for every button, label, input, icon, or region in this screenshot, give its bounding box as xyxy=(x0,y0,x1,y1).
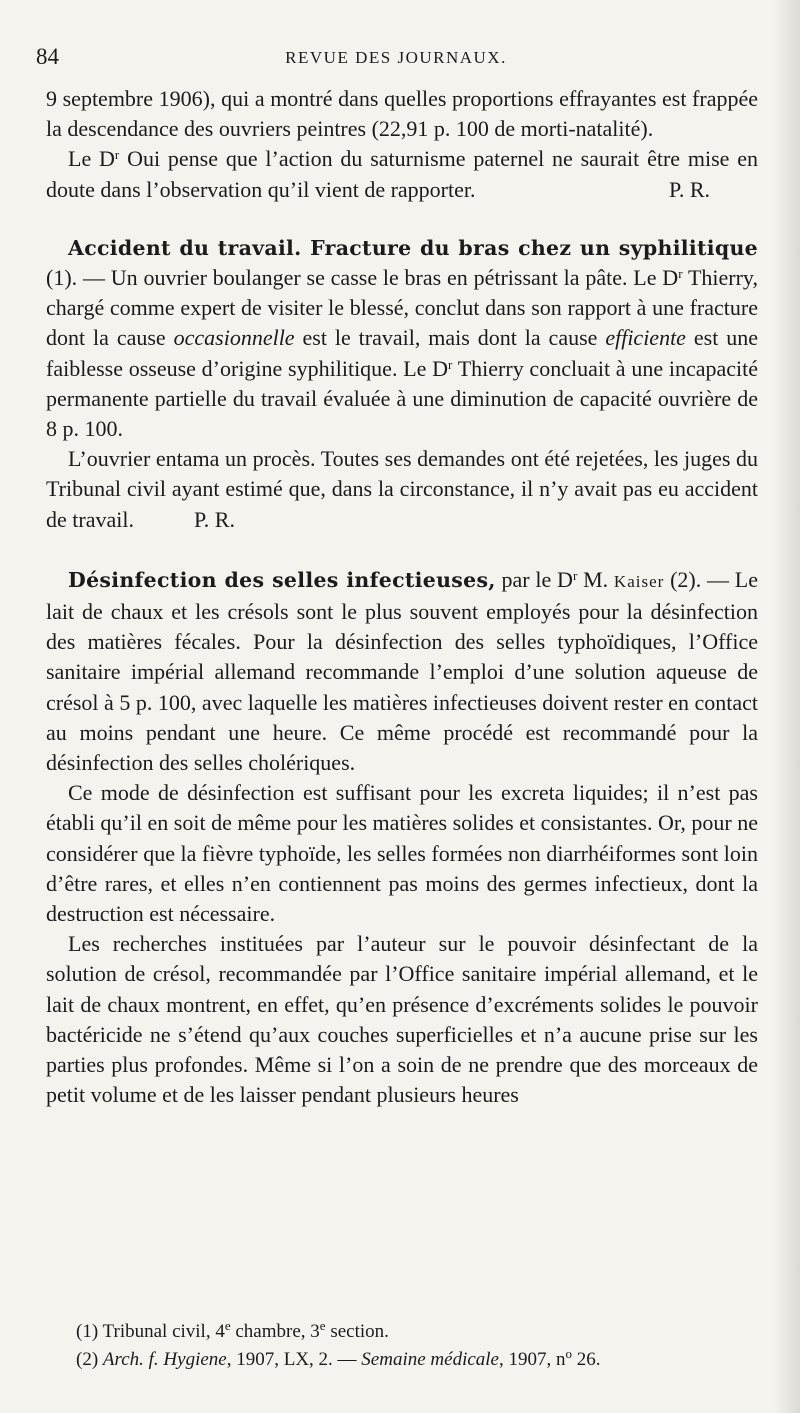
page-body xyxy=(46,84,758,1111)
footnote-1: (1) Tribunal civil, 4e chambre, 3e section. xyxy=(76,1318,389,1342)
article-title: Accident du travail. Fracture du bras chez un syphilitique xyxy=(68,235,758,260)
page-header xyxy=(36,44,756,78)
page-edge-shadow xyxy=(774,0,800,1413)
author-name: Kaiser xyxy=(613,571,665,591)
prev-article-paragraph: Le $D^r$ Oui pense que l’action du saturnisme paternel ne saurait être mise en doute dans l’observation qu’il vient de rapporter. P. R. xyxy=(46,144,758,204)
footnote-2: (2) Arch. f. Hygiene, 1907, LX, 2. — Semaine médicale, 1907, $n^o$ 26. xyxy=(76,1346,601,1370)
article-desinfection-paragraph: Ce mode de désinfection est suffisant pour les excreta liquides; il n’est pas établi qu’il en soit de même pour les matières solides et consistantes. Or, pour ne considérer que la fièvre typhoïde, les selles formées non diarrhéiformes sont loin d’être rares, et elles n’en contiennent pas moins des germes infectieux, dont la destruction est nécessaire. xyxy=(46,780,758,927)
signature: P. R. xyxy=(669,176,710,202)
signature: P. R. xyxy=(193,506,235,532)
prev-article-paragraph: 9 septembre 1906), qui a montré dans quelles proportions effrayantes est frappée la descendance des ouvriers peintres (22,91 p. 100 de morti-natalité). xyxy=(46,86,758,142)
article-desinfection-paragraph: Désinfection des selles infectieuses, par le $D^r$ M. Kaiser (2). — Le lait de chaux et les crésols sont le plus souvent employés pour la désinfection des matières fécales. Pour la désinfection des selles typhoïdiques, l’Office sanitaire impérial allemand recommande l’emploi d’une solution aqueuse de crésol à 5 p. 100, avec laquelle les matières infectieuses doivent rester en contact au moins pendant une heure. Ce même procédé est recommandé pour la désinfection des selles cholériques. xyxy=(46,566,758,776)
page-number: 84 xyxy=(36,44,59,69)
article-accident-paragraph: Accident du travail. Fracture du bras chez un syphilitique (1). — Un ouvrier boulanger se casse le bras en pétrissant la pâte. Le $D^r$ Thierry, chargé comme expert de visiter le blessé, conclut dans son rapport à une fracture dont la cause occasionnelle est le travail, mais dont la cause efficiente est une faiblesse osseuse d’origine syphilitique. Le $D^r$ Thierry concluait à une incapacité permanente partielle du travail évaluée à une diminution de capacité ouvrière de 8 p. 100. xyxy=(46,235,758,442)
running-head: REVUE DES JOURNAUX. xyxy=(285,48,507,67)
article-title: Désinfection des selles infectieuses, xyxy=(68,567,496,592)
article-accident-paragraph: L’ouvrier entama un procès. Toutes ses demandes ont été rejetées, les juges du Tribunal civil ayant estimé que, dans la circonstance, il n’y avait pas eu accident de travail. P. R. xyxy=(46,446,758,532)
article-desinfection-paragraph: Les recherches instituées par l’auteur sur le pouvoir désinfectant de la solution de crésol, recommandée par l’Office sanitaire impérial allemand, et le lait de chaux montrent, en effet, qu’en présence d’excréments solides le pouvoir bactéricide ne s’étend qu’aux couches superficielles et n’a aucune prise sur les parties plus profondes. Même si l’on a soin de ne prendre que des morceaux de petit volume et de les laisser pendant plusieurs heures xyxy=(46,931,758,1108)
footnotes xyxy=(76,1318,776,1374)
